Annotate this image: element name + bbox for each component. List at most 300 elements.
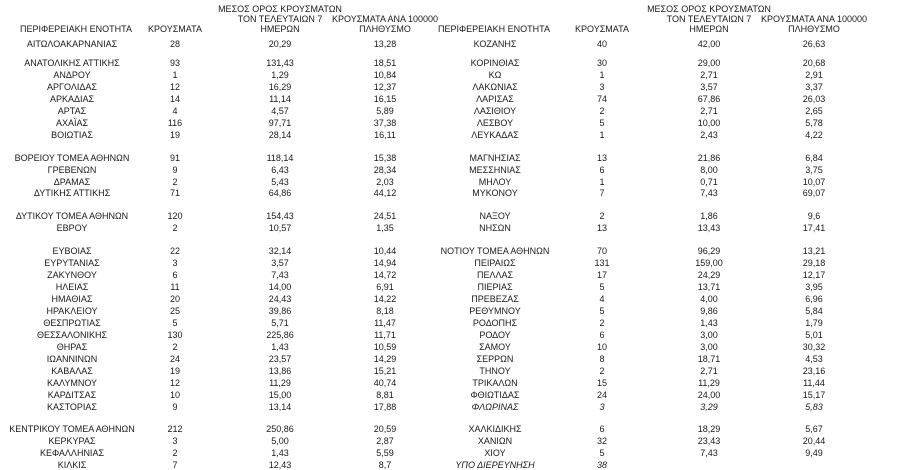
cases-value: 6 bbox=[599, 165, 605, 175]
seven-day-average-value: 118,14 bbox=[266, 153, 294, 163]
region-name: ΤΡΙΚΑΛΩΝ bbox=[472, 378, 518, 388]
per-100k-value: 10,07 bbox=[802, 177, 826, 187]
per-100k-value: 37,38 bbox=[373, 118, 397, 128]
cases-value: 28 bbox=[169, 39, 181, 49]
cases-value: 30 bbox=[596, 58, 608, 68]
per-100k-value: 20,59 bbox=[373, 424, 397, 434]
per-100k-value: 23,16 bbox=[802, 366, 826, 376]
region-name: ΑΝΑΤΟΛΙΚΗΣ ΑΤΤΙΚΗΣ bbox=[24, 58, 120, 68]
region-name: ΔΥΤΙΚΟΥ ΤΟΜΕΑ ΑΘΗΝΩΝ bbox=[15, 211, 129, 221]
seven-day-average-value: 154,43 bbox=[266, 211, 294, 221]
right-table-row bbox=[0, 378, 900, 388]
seven-day-average-value: 24,43 bbox=[268, 294, 292, 304]
cases-value: 6 bbox=[599, 330, 605, 340]
region-name: ΔΡΑΜΑΣ bbox=[53, 177, 91, 187]
per-100k-value: 44,12 bbox=[373, 188, 397, 198]
right-header-average bbox=[647, 4, 771, 34]
region-name: ΛΕΣΒΟΥ bbox=[476, 118, 514, 128]
right-table-row bbox=[0, 342, 900, 352]
seven-day-average-value: 13,14 bbox=[268, 402, 292, 412]
region-name: ΦΛΩΡΙΝΑΣ bbox=[471, 402, 519, 412]
seven-day-average-value: 2,71 bbox=[700, 70, 718, 80]
seven-day-average-value: 1,29 bbox=[271, 70, 289, 80]
cases-value: 116 bbox=[167, 118, 183, 128]
per-100k-value: 14,22 bbox=[373, 294, 397, 304]
right-table-row bbox=[0, 366, 900, 376]
cases-value: 11 bbox=[170, 282, 180, 292]
right-table-row bbox=[0, 177, 900, 187]
seven-day-average-value: 250,86 bbox=[266, 424, 294, 434]
cases-value: 212 bbox=[167, 424, 183, 434]
header-average-line1: ΜΕΣΟΣ ΟΡΟΣ ΚΡΟΥΣΜΑΤΩΝ bbox=[218, 4, 342, 14]
per-100k-value: 2,03 bbox=[376, 177, 394, 187]
left-header-region bbox=[20, 24, 132, 34]
region-name: ΚΕΦΑΛΛΗΝΙΑΣ bbox=[39, 448, 105, 458]
seven-day-average-value: 20,29 bbox=[268, 39, 292, 49]
per-100k-value: 17,88 bbox=[373, 402, 397, 412]
cases-value: 7 bbox=[172, 460, 178, 470]
per-100k-value: 5,84 bbox=[805, 306, 823, 316]
per-100k-value: 15,17 bbox=[802, 390, 826, 400]
seven-day-average-value: 16,29 bbox=[268, 82, 292, 92]
seven-day-average-value: 29,00 bbox=[697, 58, 721, 68]
seven-day-average-value: 10,00 bbox=[697, 118, 721, 128]
region-name: ΕΥΡΥΤΑΝΙΑΣ bbox=[44, 258, 100, 268]
region-name: ΖΑΚΥΝΘΟΥ bbox=[47, 270, 97, 280]
per-100k-value: 5,01 bbox=[805, 330, 823, 340]
cases-value: 2 bbox=[599, 318, 605, 328]
seven-day-average-value: 67,86 bbox=[697, 94, 721, 104]
per-100k-value: 10,84 bbox=[373, 70, 397, 80]
right-table-row bbox=[0, 294, 900, 304]
seven-day-average-value: 10,57 bbox=[268, 223, 292, 233]
header-per-100k-line1: ΚΡΟΥΣΜΑΤΑ ΑΝΑ 100000 bbox=[332, 14, 438, 24]
cases-value: 13 bbox=[596, 153, 608, 163]
seven-day-average-value: 2,71 bbox=[700, 106, 718, 116]
seven-day-average-value: 4,00 bbox=[700, 294, 718, 304]
region-name: ΔΥΤΙΚΗΣ ΑΤΤΙΚΗΣ bbox=[33, 188, 111, 198]
right-table-row bbox=[0, 82, 900, 92]
cases-value: 10 bbox=[596, 342, 608, 352]
region-name: ΑΡΤΑΣ bbox=[57, 106, 87, 116]
region-name: ΒΟΙΩΤΙΑΣ bbox=[51, 130, 93, 140]
seven-day-average-value: 6,43 bbox=[271, 165, 289, 175]
seven-day-average-value: 1,86 bbox=[700, 211, 718, 221]
cases-value: 91 bbox=[169, 153, 181, 163]
right-table-row bbox=[0, 460, 900, 470]
cases-value: 70 bbox=[596, 246, 608, 256]
right-table-row bbox=[0, 58, 900, 68]
per-100k-value: 15,38 bbox=[373, 153, 397, 163]
header-cases-label: ΚΡΟΥΣΜΑΤΑ bbox=[148, 24, 202, 34]
region-name: ΚΑΡΔΙΤΣΑΣ bbox=[47, 390, 97, 400]
per-100k-value: 1,35 bbox=[376, 223, 394, 233]
per-100k-value: 14,72 bbox=[373, 270, 397, 280]
per-100k-value: 11,71 bbox=[374, 330, 396, 340]
per-100k-value: 9,6 bbox=[807, 211, 821, 221]
right-table-row bbox=[0, 390, 900, 400]
cases-value: 32 bbox=[596, 436, 608, 446]
seven-day-average-value: 9,86 bbox=[700, 306, 718, 316]
per-100k-value: 6,96 bbox=[805, 294, 823, 304]
cases-value: 5 bbox=[599, 282, 605, 292]
region-name: ΘΕΣΠΡΩΤΙΑΣ bbox=[43, 318, 101, 328]
header-per-100k-line2: ΠΛΗΘΥΣΜΟ bbox=[788, 24, 840, 34]
region-name: ΧΑΝΙΩΝ bbox=[477, 436, 513, 446]
per-100k-value: 20,68 bbox=[802, 58, 826, 68]
per-100k-value: 4,53 bbox=[805, 354, 823, 364]
per-100k-value: 28,34 bbox=[373, 165, 397, 175]
cases-value: 120 bbox=[167, 211, 183, 221]
region-name: ΠΕΙΡΑΙΩΣ bbox=[474, 258, 516, 268]
header-average-line3: ΗΜΕΡΩΝ bbox=[260, 24, 300, 34]
right-table-row bbox=[0, 246, 900, 256]
region-name: ΕΒΡΟΥ bbox=[56, 223, 88, 233]
seven-day-average-value: 7,43 bbox=[700, 448, 718, 458]
cases-value: 24 bbox=[596, 390, 608, 400]
right-table-row bbox=[0, 39, 900, 49]
right-table-row bbox=[0, 188, 900, 198]
region-name: ΧΑΛΚΙΔΙΚΗΣ bbox=[468, 424, 522, 434]
cases-value: 5 bbox=[599, 306, 605, 316]
seven-day-average-value: 159,00 bbox=[695, 258, 723, 268]
seven-day-average-value: 5,71 bbox=[271, 318, 289, 328]
cases-value: 74 bbox=[596, 94, 608, 104]
per-100k-value: 9,49 bbox=[805, 448, 823, 458]
region-name: ΑΙΤΩΛΟΑΚΑΡΝΑΝΙΑΣ bbox=[26, 39, 118, 49]
header-average-line3: ΗΜΕΡΩΝ bbox=[689, 24, 729, 34]
region-name: ΡΕΘΥΜΝΟΥ bbox=[469, 306, 521, 316]
cases-value: 5 bbox=[172, 318, 178, 328]
cases-value: 12 bbox=[169, 378, 181, 388]
cases-value: 1 bbox=[599, 70, 605, 80]
per-100k-value: 20,44 bbox=[802, 436, 826, 446]
per-100k-value: 12,37 bbox=[373, 82, 397, 92]
seven-day-average-value: 1,43 bbox=[271, 342, 289, 352]
per-100k-value: 8,18 bbox=[376, 306, 394, 316]
cases-value: 8 bbox=[599, 354, 605, 364]
region-name: ΗΜΑΘΙΑΣ bbox=[51, 294, 93, 304]
per-100k-value: 40,74 bbox=[373, 378, 397, 388]
per-100k-value: 5,89 bbox=[376, 106, 394, 116]
cases-value: 13 bbox=[596, 223, 608, 233]
cases-value: 2 bbox=[599, 211, 605, 221]
region-name: ΚΑΣΤΟΡΙΑΣ bbox=[47, 402, 97, 412]
seven-day-average-value: 3,29 bbox=[700, 402, 718, 412]
cases-value: 1 bbox=[599, 177, 605, 187]
cases-value: 7 bbox=[599, 188, 605, 198]
right-table-row bbox=[0, 70, 900, 80]
cases-value: 15 bbox=[596, 378, 608, 388]
header-per-100k-line1: ΚΡΟΥΣΜΑΤΑ ΑΝΑ 100000 bbox=[761, 14, 867, 24]
region-name: ΛΑΡΙΣΑΣ bbox=[476, 94, 514, 104]
cases-value: 2 bbox=[172, 177, 178, 187]
region-name: ΝΑΞΟΥ bbox=[479, 211, 511, 221]
region-name: ΝΗΣΩΝ bbox=[479, 223, 511, 233]
cases-value: 9 bbox=[172, 165, 178, 175]
cases-value: 2 bbox=[599, 106, 605, 116]
cases-value: 5 bbox=[599, 448, 605, 458]
per-100k-value: 11,44 bbox=[803, 378, 825, 388]
seven-day-average-value: 3,57 bbox=[271, 258, 289, 268]
cases-value: 14 bbox=[169, 94, 181, 104]
per-100k-value: 24,51 bbox=[373, 211, 397, 221]
region-name: ΓΡΕΒΕΝΩΝ bbox=[47, 165, 97, 175]
cases-value: 17 bbox=[596, 270, 608, 280]
cases-value: 3 bbox=[172, 258, 178, 268]
seven-day-average-value: 1,43 bbox=[271, 448, 289, 458]
cases-value: 20 bbox=[169, 294, 181, 304]
seven-day-average-value: 21,86 bbox=[697, 153, 721, 163]
cases-value: 131 bbox=[594, 258, 610, 268]
per-100k-value: 12,17 bbox=[802, 270, 826, 280]
per-100k-value: 1,79 bbox=[805, 318, 823, 328]
right-table-row bbox=[0, 258, 900, 268]
header-region-label: ΠΕΡΙΦΕΡΕΙΑΚΗ ΕΝΟΤΗΤΑ bbox=[437, 24, 551, 34]
region-name: ΜΕΣΣΗΝΙΑΣ bbox=[469, 165, 521, 175]
per-100k-value: 15,21 bbox=[373, 366, 397, 376]
right-table-row bbox=[0, 223, 900, 233]
region-name: ΚΩ bbox=[488, 70, 502, 80]
per-100k-value: 69,07 bbox=[802, 188, 826, 198]
seven-day-average-value: 23,43 bbox=[697, 436, 721, 446]
region-name: ΜΑΓΝΗΣΙΑΣ bbox=[469, 153, 521, 163]
per-100k-value: 10,44 bbox=[373, 246, 397, 256]
region-name: ΕΥΒΟΙΑΣ bbox=[52, 246, 92, 256]
seven-day-average-value: 39,86 bbox=[268, 306, 292, 316]
per-100k-value: 2,65 bbox=[805, 106, 823, 116]
region-name: ΗΛΕΙΑΣ bbox=[55, 282, 89, 292]
right-table-row bbox=[0, 118, 900, 128]
right-header-per-100k bbox=[761, 14, 867, 34]
seven-day-average-value: 8,00 bbox=[700, 165, 718, 175]
cases-value: 2 bbox=[172, 342, 178, 352]
cases-value: 6 bbox=[172, 270, 178, 280]
region-name: ΚΟΖΑΝΗΣ bbox=[473, 39, 517, 49]
cases-value: 40 bbox=[596, 39, 608, 49]
per-100k-value: 14,29 bbox=[373, 354, 397, 364]
right-table-row bbox=[0, 106, 900, 116]
seven-day-average-value: 5,43 bbox=[271, 177, 289, 187]
region-name: ΚΟΡΙΝΘΙΑΣ bbox=[470, 58, 520, 68]
cases-value: 130 bbox=[167, 330, 183, 340]
seven-day-average-value: 12,43 bbox=[268, 460, 292, 470]
seven-day-average-value: 4,57 bbox=[271, 106, 289, 116]
per-100k-value: 17,41 bbox=[802, 223, 826, 233]
seven-day-average-value: 24,29 bbox=[697, 270, 721, 280]
region-name: ΣΑΜΟΥ bbox=[479, 342, 511, 352]
per-100k-value: 4,22 bbox=[805, 130, 823, 140]
region-name: ΘΗΡΑΣ bbox=[56, 342, 88, 352]
per-100k-value: 11,47 bbox=[374, 318, 396, 328]
region-name: ΛΕΥΚΑΔΑΣ bbox=[471, 130, 519, 140]
right-table-row bbox=[0, 211, 900, 221]
right-header-cases bbox=[575, 24, 629, 34]
seven-day-average-value: 15,00 bbox=[268, 390, 292, 400]
seven-day-average-value: 96,29 bbox=[697, 246, 721, 256]
left-header-per-100k bbox=[332, 14, 438, 34]
right-table-row bbox=[0, 436, 900, 446]
seven-day-average-value: 97,71 bbox=[268, 118, 292, 128]
region-name: ΚΑΛΥΜΝΟΥ bbox=[46, 378, 98, 388]
region-name: ΡΟΔΟΥ bbox=[479, 330, 511, 340]
cases-value: 38 bbox=[596, 460, 608, 470]
region-name: ΚΙΛΚΙΣ bbox=[57, 460, 87, 470]
right-table-row bbox=[0, 130, 900, 140]
right-table-row bbox=[0, 318, 900, 328]
per-100k-value: 30,32 bbox=[802, 342, 826, 352]
per-100k-value: 18,51 bbox=[373, 58, 397, 68]
seven-day-average-value: 13,43 bbox=[697, 223, 721, 233]
cases-value: 9 bbox=[172, 402, 178, 412]
seven-day-average-value: 24,00 bbox=[697, 390, 721, 400]
region-name: ΣΕΡΡΩΝ bbox=[476, 354, 514, 364]
per-100k-value: 6,91 bbox=[376, 282, 394, 292]
region-name: ΒΟΡΕΙΟΥ ΤΟΜΕΑ ΑΘΗΝΩΝ bbox=[14, 153, 130, 163]
per-100k-value: 26,63 bbox=[802, 39, 826, 49]
cases-value: 1 bbox=[172, 70, 178, 80]
per-100k-value: 8,7 bbox=[378, 460, 392, 470]
region-name: ΛΑΣΙΘΙΟΥ bbox=[473, 106, 517, 116]
region-name: ΠΙΕΡΙΑΣ bbox=[477, 282, 513, 292]
per-100k-value: 3,75 bbox=[805, 165, 823, 175]
seven-day-average-value: 2,43 bbox=[700, 130, 718, 140]
per-100k-value: 3,37 bbox=[805, 82, 823, 92]
per-100k-value: 5,78 bbox=[805, 118, 823, 128]
cases-value: 2 bbox=[172, 223, 178, 233]
right-table-row bbox=[0, 270, 900, 280]
per-100k-value: 10,59 bbox=[373, 342, 397, 352]
seven-day-average-value: 64,86 bbox=[268, 188, 292, 198]
region-name: ΑΡΓΟΛΙΔΑΣ bbox=[47, 82, 97, 92]
header-average-line2: ΤΟΝ ΤΕΛΕΥΤΑΙΩΝ 7 bbox=[666, 14, 752, 24]
per-100k-value: 8,81 bbox=[376, 390, 394, 400]
region-name: ΦΘΙΩΤΙΔΑΣ bbox=[470, 390, 520, 400]
cases-value: 4 bbox=[172, 106, 178, 116]
header-per-100k-line2: ΠΛΗΘΥΣΜΟ bbox=[359, 24, 411, 34]
left-header-average bbox=[218, 4, 342, 34]
cases-value: 10 bbox=[169, 390, 181, 400]
seven-day-average-value: 5,00 bbox=[271, 436, 289, 446]
cases-value: 71 bbox=[169, 188, 181, 198]
seven-day-average-value: 11,29 bbox=[269, 378, 291, 388]
region-name: ΡΟΔΟΠΗΣ bbox=[472, 318, 518, 328]
region-name: ΤΗΝΟΥ bbox=[479, 366, 511, 376]
seven-day-average-value: 18,29 bbox=[697, 424, 721, 434]
cases-value: 2 bbox=[172, 448, 178, 458]
cases-value: 5 bbox=[599, 118, 605, 128]
right-table-row bbox=[0, 94, 900, 104]
region-name: ΠΕΛΛΑΣ bbox=[476, 270, 514, 280]
seven-day-average-value: 14,00 bbox=[268, 282, 292, 292]
header-average-line1: ΜΕΣΟΣ ΟΡΟΣ ΚΡΟΥΣΜΑΤΩΝ bbox=[647, 4, 771, 14]
per-100k-value: 2,87 bbox=[376, 436, 394, 446]
per-100k-value: 14,94 bbox=[373, 258, 397, 268]
region-name: ΚΑΒΑΛΑΣ bbox=[51, 366, 93, 376]
per-100k-value: 5,67 bbox=[805, 424, 823, 434]
seven-day-average-value: 225,86 bbox=[266, 330, 294, 340]
seven-day-average-value: 3,00 bbox=[700, 342, 718, 352]
seven-day-average-value: 0,71 bbox=[700, 177, 718, 187]
region-name: ΥΠΟ ΔΙΕΡΕΥΝΗΣΗ bbox=[455, 460, 535, 470]
region-name: ΑΧΑΪΑΣ bbox=[55, 118, 89, 128]
per-100k-value: 5,59 bbox=[376, 448, 394, 458]
seven-day-average-value: 32,14 bbox=[268, 246, 292, 256]
seven-day-average-value: 3,00 bbox=[700, 330, 718, 340]
cases-value: 93 bbox=[169, 58, 181, 68]
cases-value: 3 bbox=[599, 402, 605, 412]
per-100k-value: 13,28 bbox=[373, 39, 397, 49]
region-name: ΛΑΚΩΝΙΑΣ bbox=[472, 82, 518, 92]
per-100k-value: 16,15 bbox=[373, 94, 397, 104]
region-name: ΧΙΟΥ bbox=[484, 448, 506, 458]
seven-day-average-value: 7,43 bbox=[271, 270, 289, 280]
cases-value: 25 bbox=[169, 306, 181, 316]
seven-day-average-value: 13,86 bbox=[268, 366, 292, 376]
region-name: ΘΕΣΣΑΛΟΝΙΚΗΣ bbox=[36, 330, 108, 340]
cases-value: 3 bbox=[599, 82, 605, 92]
right-table-row bbox=[0, 402, 900, 412]
region-name: ΙΩΑΝΝΙΝΩΝ bbox=[46, 354, 98, 364]
cases-value: 1 bbox=[599, 130, 605, 140]
cases-value: 19 bbox=[169, 366, 181, 376]
per-100k-value: 26,03 bbox=[802, 94, 826, 104]
seven-day-average-value: 11,14 bbox=[269, 94, 291, 104]
region-name: ΜΗΛΟΥ bbox=[478, 177, 512, 187]
right-header-region bbox=[438, 24, 550, 34]
seven-day-average-value: 7,43 bbox=[700, 188, 718, 198]
seven-day-average-value: 131,43 bbox=[266, 58, 294, 68]
region-name: ΑΡΚΑΔΙΑΣ bbox=[49, 94, 95, 104]
right-table-row bbox=[0, 165, 900, 175]
cases-value: 6 bbox=[599, 424, 605, 434]
header-average-line2: ΤΟΝ ΤΕΛΕΥΤΑΙΩΝ 7 bbox=[237, 14, 323, 24]
region-name: ΚΕΡΚΥΡΑΣ bbox=[48, 436, 96, 446]
per-100k-value: 16,11 bbox=[374, 130, 396, 140]
right-table-row bbox=[0, 153, 900, 163]
cases-value: 22 bbox=[169, 246, 181, 256]
seven-day-average-value: 2,71 bbox=[700, 366, 718, 376]
cases-value: 24 bbox=[169, 354, 181, 364]
per-100k-value: 2,91 bbox=[805, 70, 823, 80]
per-100k-value: 3,95 bbox=[805, 282, 823, 292]
seven-day-average-value: 23,57 bbox=[268, 354, 292, 364]
right-table-row bbox=[0, 448, 900, 458]
region-name: ΠΡΕΒΕΖΑΣ bbox=[471, 294, 519, 304]
seven-day-average-value: 18,71 bbox=[697, 354, 721, 364]
header-cases-label: ΚΡΟΥΣΜΑΤΑ bbox=[575, 24, 629, 34]
cases-value: 2 bbox=[599, 366, 605, 376]
seven-day-average-value: 28,14 bbox=[268, 130, 292, 140]
seven-day-average-value: 1,43 bbox=[700, 318, 718, 328]
region-name: ΝΟΤΙΟΥ ΤΟΜΕΑ ΑΘΗΝΩΝ bbox=[440, 246, 550, 256]
left-header-cases bbox=[148, 24, 202, 34]
region-name: ΜΥΚΟΝΟΥ bbox=[472, 188, 518, 198]
cases-value: 3 bbox=[172, 436, 178, 446]
per-100k-value: 29,18 bbox=[802, 258, 826, 268]
right-table-row bbox=[0, 282, 900, 292]
right-table-row bbox=[0, 330, 900, 340]
header-region-label: ΠΕΡΙΦΕΡΕΙΑΚΗ ΕΝΟΤΗΤΑ bbox=[19, 24, 133, 34]
per-100k-value: 6,84 bbox=[805, 153, 823, 163]
per-100k-value: 13,21 bbox=[802, 246, 826, 256]
right-table-row bbox=[0, 354, 900, 364]
seven-day-average-value: 3,57 bbox=[700, 82, 718, 92]
cases-value: 19 bbox=[169, 130, 181, 140]
seven-day-average-value: 13,71 bbox=[697, 282, 721, 292]
seven-day-average-value: 42,00 bbox=[697, 39, 721, 49]
region-name: ΚΕΝΤΡΙΚΟΥ ΤΟΜΕΑ ΑΘΗΝΩΝ bbox=[9, 424, 135, 434]
